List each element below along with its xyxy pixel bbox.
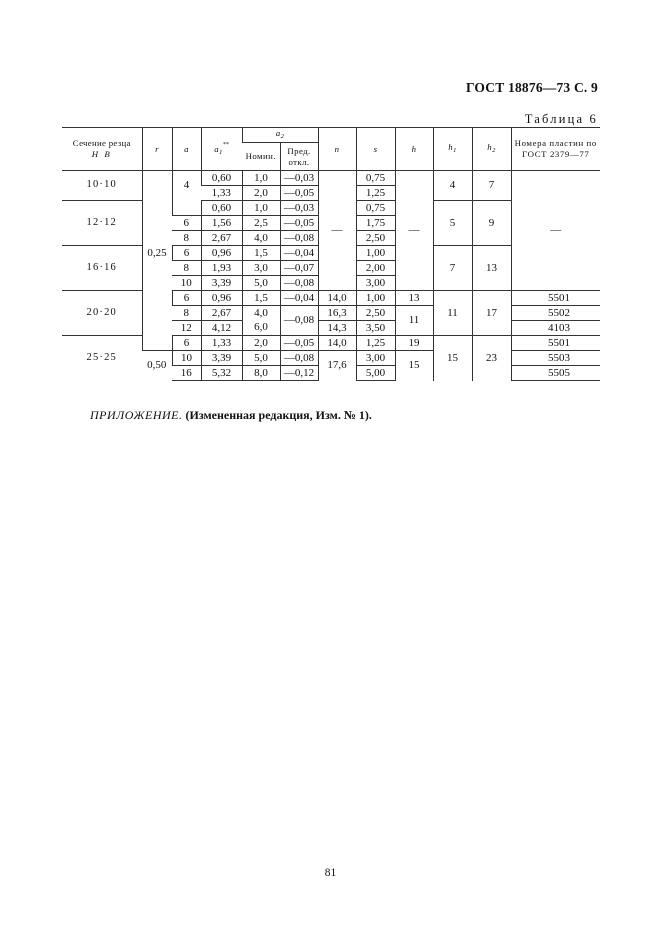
h1-cell: 11 bbox=[433, 291, 472, 336]
appendix-text: (Измененная редакция, Изм. № 1). bbox=[185, 408, 372, 422]
h1-cell: 5 bbox=[433, 201, 472, 246]
a-cell: 8 bbox=[172, 231, 201, 246]
h1-cell: 7 bbox=[433, 246, 472, 291]
appendix-note bbox=[90, 408, 372, 423]
r-cell: 0,50 bbox=[142, 351, 172, 381]
h1-cell: 15 bbox=[433, 336, 472, 381]
a2-nom-cell: 5,0 bbox=[242, 276, 280, 291]
a1-cell: 3,39 bbox=[201, 351, 242, 366]
a2-nom-cell: 3,0 bbox=[242, 261, 280, 276]
header-section: Сечение резца H B bbox=[62, 128, 142, 171]
h2-cell: 9 bbox=[472, 201, 511, 246]
a1-cell: 2,67 bbox=[201, 306, 242, 321]
a1-cell: 4,12 bbox=[201, 321, 242, 336]
h-cell: 11 bbox=[395, 306, 433, 336]
a-cell: 12 bbox=[172, 321, 201, 336]
h2-cell: 7 bbox=[472, 171, 511, 201]
table-caption: Таблица 6 bbox=[524, 112, 598, 126]
header-r: r bbox=[142, 128, 172, 171]
plate-cell: — bbox=[511, 171, 600, 291]
header-h2: $h_2$ bbox=[472, 128, 511, 171]
table-row bbox=[62, 171, 600, 186]
n-cell: 14,0 bbox=[318, 336, 356, 351]
a2-nom-cell: 8,0 bbox=[242, 366, 280, 381]
section-cell: 25·25 bbox=[62, 336, 142, 381]
a2-dev-cell: —0,05 bbox=[280, 216, 318, 231]
section-cell: 12·12 bbox=[62, 201, 142, 246]
document-header: ГОСТ 18876—73 С. 9 bbox=[465, 80, 598, 95]
h2-cell: 17 bbox=[472, 291, 511, 336]
section-cell: 10·10 bbox=[62, 171, 142, 201]
a2-nom-cell: 1,5 bbox=[242, 246, 280, 261]
specifications-table bbox=[62, 127, 600, 381]
n-cell: — bbox=[318, 171, 356, 291]
a2-nom-cell: 2,0 bbox=[242, 336, 280, 351]
a2-dev-cell: —0,04 bbox=[280, 291, 318, 306]
a2-dev-cell: —0,12 bbox=[280, 366, 318, 381]
h2-cell: 23 bbox=[472, 336, 511, 381]
a1-cell: 1,56 bbox=[201, 216, 242, 231]
a1-cell: 1,33 bbox=[201, 186, 242, 201]
a1-cell: 0,60 bbox=[201, 201, 242, 216]
page-number: 81 bbox=[324, 867, 337, 879]
s-cell: 1,25 bbox=[356, 336, 395, 351]
plate-cell: 5503 bbox=[511, 351, 600, 366]
a2-dev-cell: —0,08 bbox=[280, 231, 318, 246]
a2-dev-cell: —0,05 bbox=[280, 336, 318, 351]
header-plates: Номера пластин по ГОСТ 2379—77 bbox=[511, 128, 600, 171]
plate-cell: 5502 bbox=[511, 306, 600, 321]
a-cell: 10 bbox=[172, 351, 201, 366]
h-cell: 19 bbox=[395, 336, 433, 351]
h2-cell: 13 bbox=[472, 246, 511, 291]
a1-cell: 1,33 bbox=[201, 336, 242, 351]
s-cell: 1,00 bbox=[356, 246, 395, 261]
a2-nom-cell: 1,0 bbox=[242, 201, 280, 216]
a-cell: 6 bbox=[172, 336, 201, 351]
s-cell: 1,75 bbox=[356, 216, 395, 231]
a1-cell: 1,93 bbox=[201, 261, 242, 276]
a-cell: 4 bbox=[172, 171, 201, 201]
a2-nom-cell: 4,0 bbox=[242, 306, 280, 321]
header-a2-dev: Пред. откл. bbox=[280, 143, 318, 171]
a1-cell: 5,32 bbox=[201, 366, 242, 381]
header-a2-nom: Номин. bbox=[242, 143, 280, 171]
header-s: s bbox=[356, 128, 395, 171]
s-cell: 0,75 bbox=[356, 171, 395, 186]
s-cell: 2,50 bbox=[356, 306, 395, 321]
h-cell: 13 bbox=[395, 291, 433, 306]
a2-nom-cell: 4,0 bbox=[242, 231, 280, 246]
a2-nom-cell: 1,0 bbox=[242, 171, 280, 186]
s-cell: 3,00 bbox=[356, 276, 395, 291]
a2-nom-cell: 2,0 bbox=[242, 186, 280, 201]
a1-cell: 2,67 bbox=[201, 231, 242, 246]
appendix-label: ПРИЛОЖЕНИЕ. bbox=[90, 408, 183, 422]
a-cell: 10 bbox=[172, 276, 201, 291]
a-cell: 8 bbox=[172, 306, 201, 321]
n-cell: 14,0 bbox=[318, 291, 356, 306]
r-cell-empty bbox=[142, 336, 172, 351]
a2-nom-cell: 2,5 bbox=[242, 216, 280, 231]
n-cell: 17,6 bbox=[318, 351, 356, 381]
h-cell: 15 bbox=[395, 351, 433, 381]
r-cell: 0,25 bbox=[142, 171, 172, 336]
plate-cell: 5505 bbox=[511, 366, 600, 381]
a2-dev-cell: —0,07 bbox=[280, 261, 318, 276]
a2-dev-cell: —0,03 bbox=[280, 201, 318, 216]
a2-dev-cell: —0,08 bbox=[280, 351, 318, 366]
plate-cell: 5501 bbox=[511, 336, 600, 351]
a-cell-empty bbox=[172, 201, 201, 216]
header-a1: $a_1^{**}$ bbox=[201, 128, 242, 171]
a2-dev-cell: —0,08 bbox=[280, 276, 318, 291]
a2-dev-cell: —0,05 bbox=[280, 186, 318, 201]
a2-nom-cell: 5,0 bbox=[242, 351, 280, 366]
s-cell: 2,50 bbox=[356, 231, 395, 246]
h-cell: — bbox=[395, 171, 433, 291]
s-cell: 1,25 bbox=[356, 186, 395, 201]
h1-cell: 4 bbox=[433, 171, 472, 201]
a-cell: 6 bbox=[172, 216, 201, 231]
a1-cell: 0,60 bbox=[201, 171, 242, 186]
a1-cell: 0,96 bbox=[201, 246, 242, 261]
a2-dev-cell: —0,04 bbox=[280, 246, 318, 261]
a1-cell: 3,39 bbox=[201, 276, 242, 291]
section-cell: 16·16 bbox=[62, 246, 142, 291]
s-cell: 2,00 bbox=[356, 261, 395, 276]
a-cell: 6 bbox=[172, 246, 201, 261]
header-a: a bbox=[172, 128, 201, 171]
a2-nom-cell: 1,5 bbox=[242, 291, 280, 306]
s-cell: 5,00 bbox=[356, 366, 395, 381]
n-cell: 14,3 bbox=[318, 321, 356, 336]
plate-cell: 5501 bbox=[511, 291, 600, 306]
a1-cell: 0,96 bbox=[201, 291, 242, 306]
a-cell: 8 bbox=[172, 261, 201, 276]
s-cell: 0,75 bbox=[356, 201, 395, 216]
s-cell: 3,50 bbox=[356, 321, 395, 336]
header-h: h bbox=[395, 128, 433, 171]
a2-dev-cell: —0,03 bbox=[280, 171, 318, 186]
plate-cell: 4103 bbox=[511, 321, 600, 336]
n-cell: 16,3 bbox=[318, 306, 356, 321]
header-n: n bbox=[318, 128, 356, 171]
a2-nom-cell: 6,0 bbox=[242, 321, 280, 336]
a2-dev-cell: —0,08 bbox=[280, 306, 318, 336]
table-row bbox=[62, 351, 600, 366]
a-cell: 6 bbox=[172, 291, 201, 306]
table-row bbox=[62, 336, 600, 351]
header-a2: $a_2$ bbox=[242, 128, 318, 143]
header-h1: $h_1$ bbox=[433, 128, 472, 171]
s-cell: 3,00 bbox=[356, 351, 395, 366]
a-cell: 16 bbox=[172, 366, 201, 381]
s-cell: 1,00 bbox=[356, 291, 395, 306]
section-cell: 20·20 bbox=[62, 291, 142, 336]
